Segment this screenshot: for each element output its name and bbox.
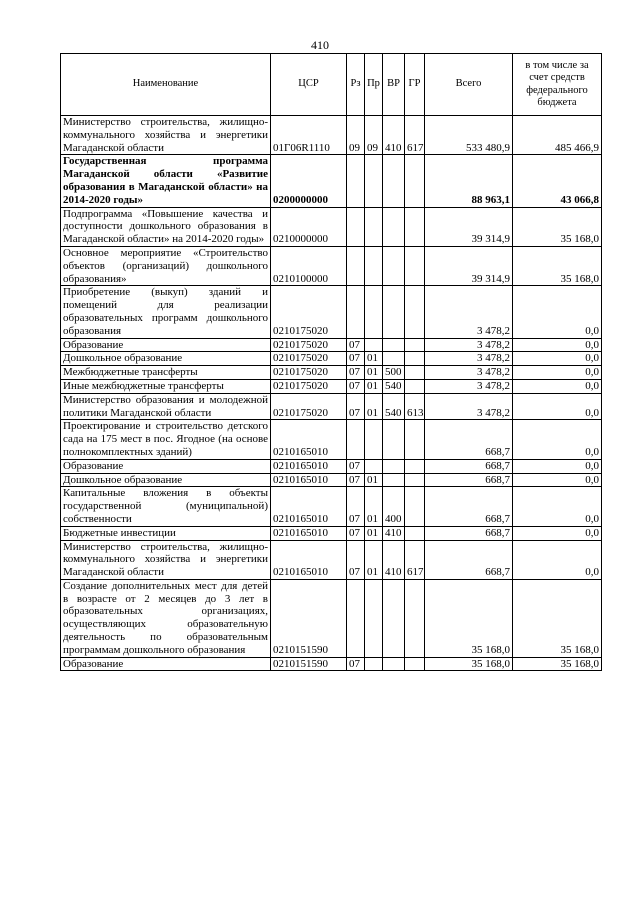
- cell-vr: [383, 420, 405, 459]
- cell-federal: 0,0: [513, 473, 602, 487]
- cell-name: Капитальные вложения в объекты государственной (муниципальной) собственности: [61, 487, 271, 526]
- cell-pr: 01: [365, 352, 383, 366]
- cell-vr: [383, 246, 405, 285]
- cell-rz: 09: [347, 116, 365, 155]
- cell-csr: 01Г06R1110: [271, 116, 347, 155]
- cell-pr: [365, 246, 383, 285]
- table-row: [61, 420, 602, 459]
- cell-name: Дошкольное образование: [61, 352, 271, 366]
- cell-rz: [347, 286, 365, 338]
- cell-gr: 613: [405, 393, 425, 420]
- cell-gr: [405, 352, 425, 366]
- cell-rz: 07: [347, 487, 365, 526]
- cell-federal: 35 168,0: [513, 579, 602, 657]
- cell-pr: 01: [365, 473, 383, 487]
- header-rz: Рз: [347, 54, 365, 116]
- cell-gr: [405, 246, 425, 285]
- cell-vr: [383, 459, 405, 473]
- cell-rz: 07: [347, 526, 365, 540]
- cell-federal: 0,0: [513, 487, 602, 526]
- header-pr: Пр: [365, 54, 383, 116]
- cell-gr: [405, 579, 425, 657]
- cell-federal: 0,0: [513, 338, 602, 352]
- cell-total: 3 478,2: [425, 393, 513, 420]
- cell-federal: 35 168,0: [513, 207, 602, 246]
- cell-vr: 400: [383, 487, 405, 526]
- cell-pr: 09: [365, 116, 383, 155]
- cell-csr: 0210165010: [271, 420, 347, 459]
- table-row: [61, 207, 602, 246]
- table-row: [61, 366, 602, 380]
- table-row: [61, 393, 602, 420]
- cell-federal: 35 168,0: [513, 246, 602, 285]
- cell-gr: [405, 473, 425, 487]
- cell-rz: 07: [347, 338, 365, 352]
- cell-gr: [405, 379, 425, 393]
- cell-csr: 0210175020: [271, 352, 347, 366]
- cell-total: 533 480,9: [425, 116, 513, 155]
- cell-total: 668,7: [425, 526, 513, 540]
- cell-total: 668,7: [425, 420, 513, 459]
- cell-csr: 0210175020: [271, 393, 347, 420]
- cell-pr: [365, 155, 383, 207]
- cell-federal: 0,0: [513, 526, 602, 540]
- cell-federal: 0,0: [513, 540, 602, 579]
- cell-csr: 0200000000: [271, 155, 347, 207]
- cell-csr: 0210165010: [271, 459, 347, 473]
- cell-gr: [405, 459, 425, 473]
- cell-gr: [405, 338, 425, 352]
- cell-vr: 410: [383, 116, 405, 155]
- cell-rz: [347, 246, 365, 285]
- cell-pr: [365, 420, 383, 459]
- cell-gr: [405, 526, 425, 540]
- cell-total: 3 478,2: [425, 379, 513, 393]
- cell-pr: [365, 207, 383, 246]
- cell-gr: 617: [405, 540, 425, 579]
- header-csr: ЦСР: [271, 54, 347, 116]
- cell-total: 3 478,2: [425, 286, 513, 338]
- cell-gr: [405, 366, 425, 380]
- table-body: [61, 116, 602, 671]
- cell-total: 35 168,0: [425, 579, 513, 657]
- cell-total: 668,7: [425, 473, 513, 487]
- cell-vr: [383, 155, 405, 207]
- cell-vr: 500: [383, 366, 405, 380]
- cell-gr: 617: [405, 116, 425, 155]
- table-row: [61, 246, 602, 285]
- cell-rz: 07: [347, 657, 365, 671]
- cell-federal: 0,0: [513, 379, 602, 393]
- cell-total: 39 314,9: [425, 207, 513, 246]
- cell-pr: 01: [365, 526, 383, 540]
- cell-rz: 07: [347, 379, 365, 393]
- cell-csr: 0210175020: [271, 379, 347, 393]
- cell-pr: 01: [365, 540, 383, 579]
- cell-total: 88 963,1: [425, 155, 513, 207]
- cell-name: Министерство строительства, жилищно-коммунального хозяйства и энергетики Магаданской области: [61, 540, 271, 579]
- cell-gr: [405, 286, 425, 338]
- table-row: [61, 473, 602, 487]
- cell-total: 3 478,2: [425, 352, 513, 366]
- cell-name: Министерство строительства, жилищно-коммунального хозяйства и энергетики Магаданской области: [61, 116, 271, 155]
- cell-federal: 35 168,0: [513, 657, 602, 671]
- cell-rz: 07: [347, 473, 365, 487]
- cell-vr: [383, 657, 405, 671]
- cell-rz: 07: [347, 540, 365, 579]
- cell-total: 668,7: [425, 459, 513, 473]
- cell-csr: 0210165010: [271, 473, 347, 487]
- cell-csr: 0210165010: [271, 526, 347, 540]
- cell-csr: 0210000000: [271, 207, 347, 246]
- cell-pr: [365, 657, 383, 671]
- budget-table: [60, 53, 602, 671]
- cell-total: 3 478,2: [425, 366, 513, 380]
- cell-federal: 0,0: [513, 352, 602, 366]
- cell-pr: [365, 338, 383, 352]
- header-federal: в том числе за счет средств федерального бюджета: [513, 54, 602, 116]
- cell-gr: [405, 487, 425, 526]
- header-total: Всего: [425, 54, 513, 116]
- cell-name: Подпрограмма «Повышение качества и доступности дошкольного образования в Магаданской области» на 2014-2020 годы»: [61, 207, 271, 246]
- cell-vr: [383, 473, 405, 487]
- cell-total: 3 478,2: [425, 338, 513, 352]
- cell-name: Образование: [61, 338, 271, 352]
- cell-pr: 01: [365, 379, 383, 393]
- cell-name: Бюджетные инвестиции: [61, 526, 271, 540]
- cell-gr: [405, 207, 425, 246]
- cell-pr: 01: [365, 487, 383, 526]
- cell-name: Образование: [61, 459, 271, 473]
- cell-name: Дошкольное образование: [61, 473, 271, 487]
- table-row: [61, 338, 602, 352]
- cell-vr: [383, 579, 405, 657]
- cell-total: 35 168,0: [425, 657, 513, 671]
- cell-name: Образование: [61, 657, 271, 671]
- header-vr: ВР: [383, 54, 405, 116]
- cell-rz: [347, 155, 365, 207]
- cell-rz: [347, 420, 365, 459]
- cell-pr: 01: [365, 366, 383, 380]
- cell-rz: [347, 207, 365, 246]
- cell-name: Государственная программа Магаданской области «Развитие образования в Магаданской области» на 2014-2020 годы»: [61, 155, 271, 207]
- cell-federal: 0,0: [513, 286, 602, 338]
- cell-name: Основное мероприятие «Строительство объектов (организаций) дошкольного образования»: [61, 246, 271, 285]
- cell-csr: 0210100000: [271, 246, 347, 285]
- table-row: [61, 116, 602, 155]
- cell-federal: 485 466,9: [513, 116, 602, 155]
- cell-total: 668,7: [425, 487, 513, 526]
- cell-total: 39 314,9: [425, 246, 513, 285]
- cell-rz: 07: [347, 366, 365, 380]
- header-name: Наименование: [61, 54, 271, 116]
- header-gr: ГР: [405, 54, 425, 116]
- cell-federal: 43 066,8: [513, 155, 602, 207]
- table-row: [61, 286, 602, 338]
- cell-vr: [383, 352, 405, 366]
- table-row: [61, 379, 602, 393]
- cell-vr: [383, 286, 405, 338]
- table-row: [61, 579, 602, 657]
- cell-name: Министерство образования и молодежной политики Магаданской области: [61, 393, 271, 420]
- cell-vr: 540: [383, 393, 405, 420]
- cell-pr: [365, 459, 383, 473]
- cell-name: Межбюджетные трансферты: [61, 366, 271, 380]
- cell-name: Приобретение (выкуп) зданий и помещений для реализации образовательных программ дошкольного образования: [61, 286, 271, 338]
- cell-pr: [365, 579, 383, 657]
- table-row: [61, 352, 602, 366]
- cell-vr: 410: [383, 526, 405, 540]
- cell-gr: [405, 155, 425, 207]
- cell-vr: [383, 207, 405, 246]
- cell-name: Иные межбюджетные трансферты: [61, 379, 271, 393]
- cell-csr: 0210165010: [271, 540, 347, 579]
- cell-vr: [383, 338, 405, 352]
- cell-name: Проектирование и строительство детского сада на 175 мест в пос. Ягодное (на основе полнокомплектных зданий): [61, 420, 271, 459]
- cell-federal: 0,0: [513, 366, 602, 380]
- table-row: [61, 657, 602, 671]
- table-row: [61, 487, 602, 526]
- cell-name: Создание дополнительных мест для детей в возрасте от 2 месяцев до 3 лет в образовательных организациях, осуществляющих образовательную деятельность по образовательным программам дошкольного образования: [61, 579, 271, 657]
- cell-rz: 07: [347, 393, 365, 420]
- page-number: 410: [311, 38, 329, 52]
- cell-csr: 0210165010: [271, 487, 347, 526]
- table-row: [61, 155, 602, 207]
- cell-rz: 07: [347, 352, 365, 366]
- table-header-row: [61, 54, 602, 116]
- cell-gr: [405, 420, 425, 459]
- cell-csr: 0210151590: [271, 657, 347, 671]
- cell-federal: 0,0: [513, 393, 602, 420]
- cell-pr: [365, 286, 383, 338]
- cell-csr: 0210175020: [271, 366, 347, 380]
- cell-csr: 0210151590: [271, 579, 347, 657]
- table-row: [61, 526, 602, 540]
- cell-csr: 0210175020: [271, 286, 347, 338]
- cell-vr: 540: [383, 379, 405, 393]
- cell-vr: 410: [383, 540, 405, 579]
- cell-pr: 01: [365, 393, 383, 420]
- cell-total: 668,7: [425, 540, 513, 579]
- cell-rz: 07: [347, 459, 365, 473]
- cell-federal: 0,0: [513, 420, 602, 459]
- cell-federal: 0,0: [513, 459, 602, 473]
- cell-rz: [347, 579, 365, 657]
- table-row: [61, 540, 602, 579]
- cell-csr: 0210175020: [271, 338, 347, 352]
- table-row: [61, 459, 602, 473]
- cell-gr: [405, 657, 425, 671]
